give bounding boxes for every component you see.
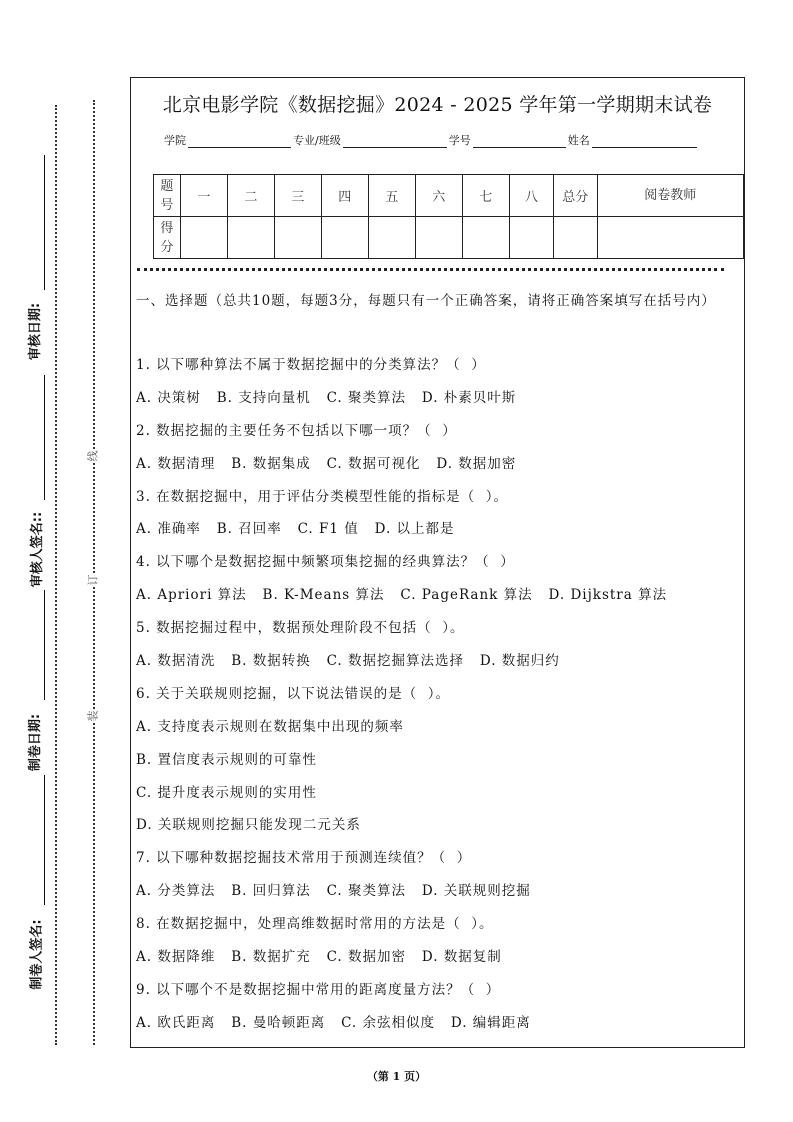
col-8: 八: [509, 175, 553, 217]
maker-sign-blank: [44, 775, 45, 905]
make-date-blank: [44, 590, 45, 700]
question-text: 6. 关于关联规则挖掘，以下说法错误的是（ ）。: [136, 685, 451, 702]
field-college-blank[interactable]: [188, 135, 291, 148]
score-value-row: [154, 217, 744, 259]
outer-dotted-line: [55, 105, 57, 1045]
answer-options: A. 准确率 B. 召回率 C. F1 值 D. 以上都是: [136, 521, 455, 538]
page-number: （第 1 页）: [366, 1070, 427, 1083]
bind-mark-bind: 装: [86, 710, 100, 722]
score-cell[interactable]: [509, 217, 553, 259]
answer-options: A. 欧氏距离 B. 曼哈顿距离 C. 余弦相似度 D. 编辑距离: [136, 1014, 531, 1031]
question-text: 9. 以下哪个不是数据挖掘中常用的距离度量方法？（ ）: [136, 981, 501, 998]
question-text: 8. 在数据挖掘中，处理高维数据时常用的方法是（ ）。: [136, 916, 494, 933]
reviewer-sign-blank: [44, 375, 45, 500]
answer-options: A. 支持度表示规则在数据集中出现的频率: [136, 718, 404, 735]
question-text: 4. 以下哪个是数据挖掘中频繁项集挖掘的经典算法？（ ）: [136, 554, 515, 571]
answer-options: D. 关联规则挖掘只能发现二元关系: [136, 817, 361, 834]
field-major-label: 专业/班级: [293, 134, 341, 147]
field-major-blank[interactable]: [343, 135, 447, 148]
col-7: 七: [462, 175, 509, 217]
question-text: 2. 数据挖掘的主要任务不包括以下哪一项？（ ）: [136, 422, 457, 439]
bind-mark-line: 线: [86, 450, 100, 462]
score-cell[interactable]: [228, 217, 275, 259]
field-name-label: 姓名: [567, 134, 590, 147]
col-1: 一: [180, 175, 227, 217]
col-3: 三: [274, 175, 321, 217]
question-list: [136, 354, 730, 1045]
review-date-blank: [44, 155, 45, 290]
answer-options: C. 提升度表示规则的实用性: [136, 784, 317, 801]
answer-options: A. 分类算法 B. 回归算法 C. 聚类算法 D. 关联规则挖掘: [136, 883, 531, 900]
exam-frame: [130, 77, 745, 1048]
field-id-label: 学号: [448, 134, 471, 147]
binding-dotted-line: [93, 100, 95, 1045]
field-college-label: 学院: [164, 134, 186, 147]
reviewer-sign-label: 审核人签名::: [30, 511, 46, 588]
col-grader: 阅卷教师: [597, 175, 743, 217]
col-5: 五: [368, 175, 415, 217]
question-section: [136, 290, 730, 1045]
maker-sign-label: 制卷人签名:: [29, 919, 45, 990]
score-cell[interactable]: [416, 217, 463, 259]
dotted-separator: [137, 268, 724, 271]
score-header-row: [154, 175, 744, 217]
section-heading: 一、选择题（总共10题，每题3分，每题只有一个正确答案，请将正确答案填写在括号内）: [136, 293, 716, 309]
score-table: [153, 174, 744, 259]
make-date-label: 制卷日期:: [28, 713, 44, 772]
field-name-blank[interactable]: [592, 135, 697, 148]
score-cell[interactable]: [597, 217, 743, 259]
question-text: 7. 以下哪种数据挖掘技术常用于预测连续值？（ ）: [136, 850, 472, 867]
col-total: 总分: [553, 175, 597, 217]
score-cell[interactable]: [553, 217, 597, 259]
score-cell[interactable]: [368, 217, 415, 259]
score-cell[interactable]: [462, 217, 509, 259]
col-2: 二: [228, 175, 275, 217]
row-label-number: 题号: [154, 175, 181, 217]
score-cell[interactable]: [322, 217, 369, 259]
bind-mark-staple: 订: [86, 574, 100, 586]
field-id-blank[interactable]: [473, 135, 566, 148]
answer-options: A. 数据清洗 B. 数据转换 C. 数据挖掘算法选择 D. 数据归约: [136, 653, 560, 670]
col-6: 六: [416, 175, 463, 217]
review-date-label: 审核日期:: [28, 302, 44, 361]
question-text: 5. 数据挖掘过程中，数据预处理阶段不包括（ ）。: [136, 620, 465, 637]
score-cell[interactable]: [180, 217, 227, 259]
exam-title: 北京电影学院《数据挖掘》2024 - 2025 学年第一学期期末试卷: [162, 94, 713, 116]
col-4: 四: [322, 175, 369, 217]
answer-options: A. 数据清理 B. 数据集成 C. 数据可视化 D. 数据加密: [136, 455, 517, 472]
answer-options: A. Apriori 算法 B. K-Means 算法 C. PageRank 算法 D. Dijkstra 算法: [136, 587, 668, 604]
score-cell[interactable]: [274, 217, 321, 259]
row-label-score: 得分: [154, 217, 181, 259]
answer-options: B. 置信度表示规则的可靠性: [136, 751, 318, 768]
question-text: 3. 在数据挖掘中，用于评估分类模型性能的指标是（ ）。: [136, 488, 509, 505]
question-text: 1. 以下哪种算法不属于数据挖掘中的分类算法？（ ）: [136, 357, 486, 373]
answer-options: A. 决策树 B. 支持向量机 C. 聚类算法 D. 朴素贝叶斯: [136, 389, 517, 406]
answer-options: A. 数据降维 B. 数据扩充 C. 数据加密 D. 数据复制: [136, 949, 502, 966]
student-info: [164, 132, 699, 148]
